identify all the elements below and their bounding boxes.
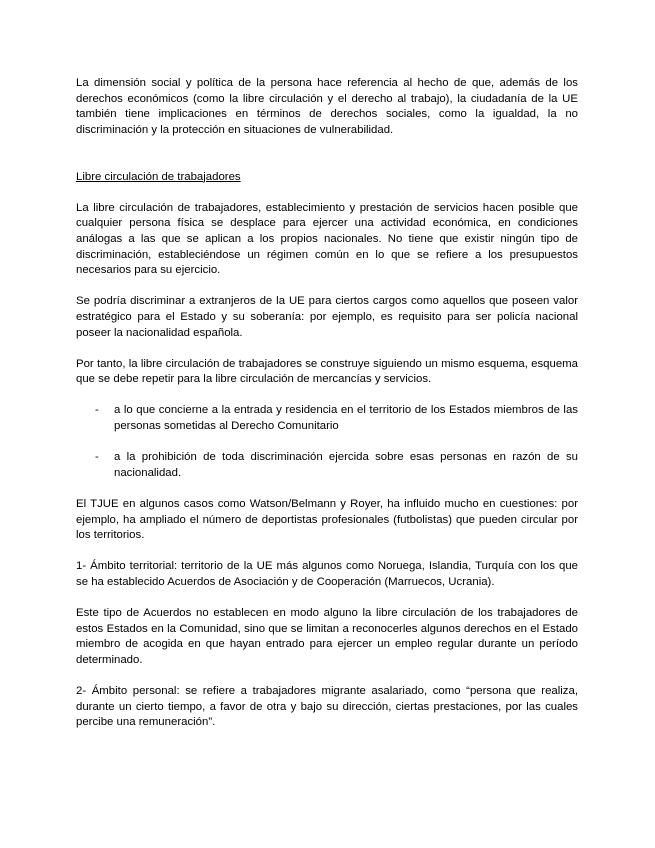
intro-paragraph: La dimensión social y política de la persona hace referencia al hecho de que, además de los derechos económicos (como la libre circulación y el derecho al trabajo), la ciudadanía de la UE también tiene implicaciones en términos de derechos sociales, como la igualdad, la no discriminación y la protección en situaciones de vulnerabilidad. <box>76 77 578 136</box>
document-page <box>76 76 578 731</box>
bullet-list <box>76 403 578 481</box>
paragraph: La libre circulación de trabajadores, establecimiento y prestación de servicios hacen posible que cualquier persona física se desplace para ejercer una actividad económica, en condiciones análogas a las que se aplican a los propios nacionales. No tiene que existir ningún tipo de discriminación, estableciéndose un régimen común en lo que se refiere a los presupuestos necesarios para su ejercicio. <box>76 201 578 277</box>
paragraph: Este tipo de Acuerdos no establecen en modo alguno la libre circulación de los trabajadores de estos Estados en la Comunidad, sino que se limitan a reconocerles algunos derechos en el Estado miembro de acogida en que hayan entrado para ejercer un empleo regular durante un período determinado. <box>76 607 578 666</box>
paragraph: El TJUE en algunos casos como Watson/Belmann y Royer, ha influido mucho en cuestiones: por ejemplo, ha ampliado el número de deportistas profesionales (futbolistas) que pueden circular por los territorios. <box>76 498 578 542</box>
paragraph: Por tanto, la libre circulación de trabajadores se construye siguiendo un mismo esquema, esquema que se debe repetir para la libre circulación de mercancías y servicios. <box>76 357 578 386</box>
paragraph: Se podría discriminar a extranjeros de la UE para ciertos cargos como aquellos que poseen valor estratégico para el Estado y su soberanía: por ejemplo, es requisito para ser policía nacional poseer la nacionalidad española. <box>76 295 578 339</box>
bullet-text: a lo que concierne a la entrada y residencia en el territorio de los Estados miembros de las personas sometidas al Derecho Comunitario <box>114 404 578 433</box>
paragraph: 1- Ámbito territorial: territorio de la UE más algunos como Noruega, Islandia, Turquía con los que se ha establecido Acuerdos de Asociación y de Cooperación (Marruecos, Ucrania). <box>76 560 578 588</box>
section-heading: Libre circulación de trabajadores <box>76 170 241 183</box>
bullet-item <box>76 403 578 434</box>
bullet-dash: - <box>95 451 99 464</box>
bullet-text: a la prohibición de toda discriminación ejercida sobre esas personas en razón de su nacionalidad. <box>114 451 578 479</box>
bullet-item <box>76 450 578 481</box>
blank-line <box>76 154 578 170</box>
bullet-dash: - <box>95 404 99 417</box>
paragraph: 2- Ámbito personal: se refiere a trabajadores migrante asalariado, como “persona que realiza, durante un cierto tiempo, a favor de otra y bajo su dirección, ciertas prestaciones, por las cuales percibe una remuneración”. <box>76 685 578 729</box>
